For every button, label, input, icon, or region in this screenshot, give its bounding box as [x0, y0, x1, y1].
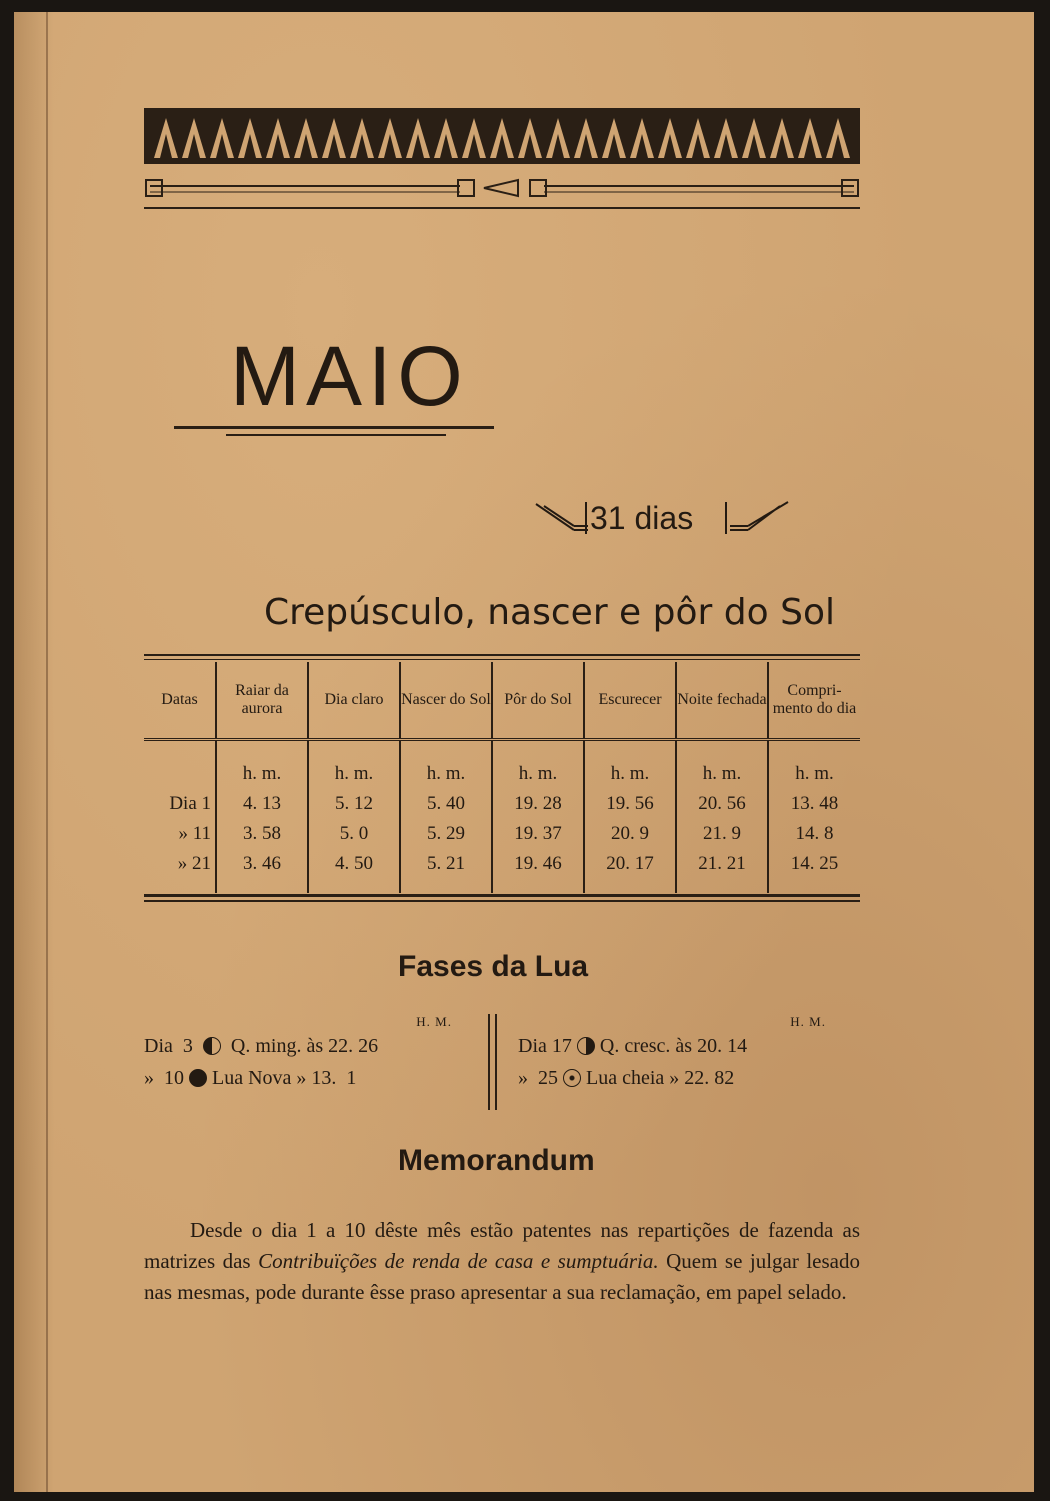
moon-phase: Q. cresc. às: [599, 1035, 693, 1057]
memorandum-text: [144, 1215, 860, 1308]
time-cell: 14. 25: [768, 849, 860, 893]
days-count: 31 dias: [590, 500, 694, 536]
time-cell: 21. 21: [676, 849, 768, 893]
full-moon-icon: [563, 1069, 581, 1087]
twilight-table: [144, 662, 860, 893]
moon-units: H. M.: [790, 1014, 826, 1029]
time-cell: 3. 58: [216, 819, 308, 849]
column-header: Noite fechada: [676, 662, 768, 740]
page-spine: [46, 12, 48, 1492]
memo-text-italic: Contribuïções de renda de casa e sumptuária.: [258, 1249, 659, 1273]
moon-day: » 10: [144, 1067, 184, 1089]
units-cell: [144, 740, 216, 790]
units-cell: h. m.: [492, 740, 584, 790]
moon-time: 13. 1: [311, 1067, 357, 1089]
time-cell: 19. 37: [492, 819, 584, 849]
moon-row: [518, 1062, 848, 1094]
units-row: [144, 740, 860, 790]
moon-row: [144, 1062, 474, 1094]
almanac-page: [14, 12, 1034, 1492]
moon-phases-right: [518, 1014, 848, 1094]
column-header: Raiar da aurora: [216, 662, 308, 740]
column-header: Pôr do Sol: [492, 662, 584, 740]
moon-phases-left: [144, 1014, 474, 1094]
date-cell: » 11: [178, 823, 211, 844]
units-cell: h. m.: [400, 740, 492, 790]
memorandum-heading: Memorandum: [398, 1144, 595, 1177]
month-title: MAIO: [230, 329, 469, 423]
moon-divider: [488, 1014, 490, 1110]
days-left-flourish: [534, 498, 590, 536]
units-cell: h. m.: [308, 740, 400, 790]
moon-time: 22. 82: [684, 1067, 735, 1089]
time-cell: 14. 8: [768, 819, 860, 849]
moon-units: H. M.: [416, 1014, 452, 1029]
time-cell: 19. 28: [492, 789, 584, 819]
time-cell: 5. 29: [400, 819, 492, 849]
date-cell: » 21: [177, 853, 211, 874]
table-row: [144, 789, 860, 819]
table-top-rule: [144, 654, 860, 656]
time-cell: 5. 21: [400, 849, 492, 893]
column-header: Nascer do Sol: [400, 662, 492, 740]
table-bottom-rule-2: [144, 900, 860, 902]
table-top-rule-2: [144, 659, 860, 660]
moon-phase: Lua cheia »: [586, 1067, 680, 1089]
time-cell: 5. 40: [400, 789, 492, 819]
table-row: [144, 849, 860, 893]
title-rule: [174, 426, 494, 429]
units-cell: h. m.: [216, 740, 308, 790]
time-cell: 19. 56: [584, 789, 676, 819]
column-header: Datas: [161, 691, 198, 708]
moon-row: [518, 1030, 848, 1062]
time-cell: 4. 50: [308, 849, 400, 893]
time-cell: 13. 48: [768, 789, 860, 819]
moon-row: [144, 1030, 474, 1062]
date-cell: Dia 1: [169, 793, 211, 814]
time-cell: 21. 9: [676, 819, 768, 849]
time-cell: 5. 0: [308, 819, 400, 849]
time-cell: 4. 13: [216, 789, 308, 819]
time-cell: 3. 46: [216, 849, 308, 893]
time-cell: 20. 9: [584, 819, 676, 849]
moon-day: Dia 3: [144, 1035, 193, 1057]
memo-text-start: Desde o dia 1 a 10 dêste mês estão patentes nas repartições de fazenda as matrizes das: [144, 1218, 860, 1273]
moon-day: » 25: [518, 1067, 558, 1089]
days-right-flourish: [722, 498, 792, 536]
ornament-band: [144, 104, 860, 216]
moon-day: Dia 17: [518, 1035, 572, 1057]
table-row: [144, 819, 860, 849]
memo-text-end: Quem se julgar lesado nas mesmas, pode durante êsse praso apresentar a sua reclamação, em papel selado.: [144, 1249, 860, 1304]
time-cell: 5. 12: [308, 789, 400, 819]
time-cell: 20. 17: [584, 849, 676, 893]
units-cell: h. m.: [768, 740, 860, 790]
time-cell: 20. 56: [676, 789, 768, 819]
time-cell: 19. 46: [492, 849, 584, 893]
units-cell: h. m.: [584, 740, 676, 790]
column-header: Compri-mento do dia: [768, 662, 860, 740]
moon-time: 22. 26: [328, 1035, 379, 1057]
last-quarter-moon-icon: [203, 1037, 221, 1055]
table-bottom-rule: [144, 894, 860, 897]
title-subrule: [226, 434, 446, 436]
column-header: Escurecer: [584, 662, 676, 740]
units-cell: h. m.: [676, 740, 768, 790]
twilight-heading: Crepúsculo, nascer e pôr do Sol: [264, 592, 835, 633]
column-header: Dia claro: [308, 662, 400, 740]
moon-phase: Q. ming. às: [230, 1035, 324, 1057]
moon-time: 20. 14: [697, 1035, 748, 1057]
moon-divider-2: [495, 1014, 497, 1110]
moon-phases-heading: Fases da Lua: [398, 950, 589, 983]
table-header-row: [144, 662, 860, 740]
new-moon-icon: [189, 1069, 207, 1087]
first-quarter-moon-icon: [577, 1037, 595, 1055]
moon-phase: Lua Nova »: [212, 1067, 307, 1089]
